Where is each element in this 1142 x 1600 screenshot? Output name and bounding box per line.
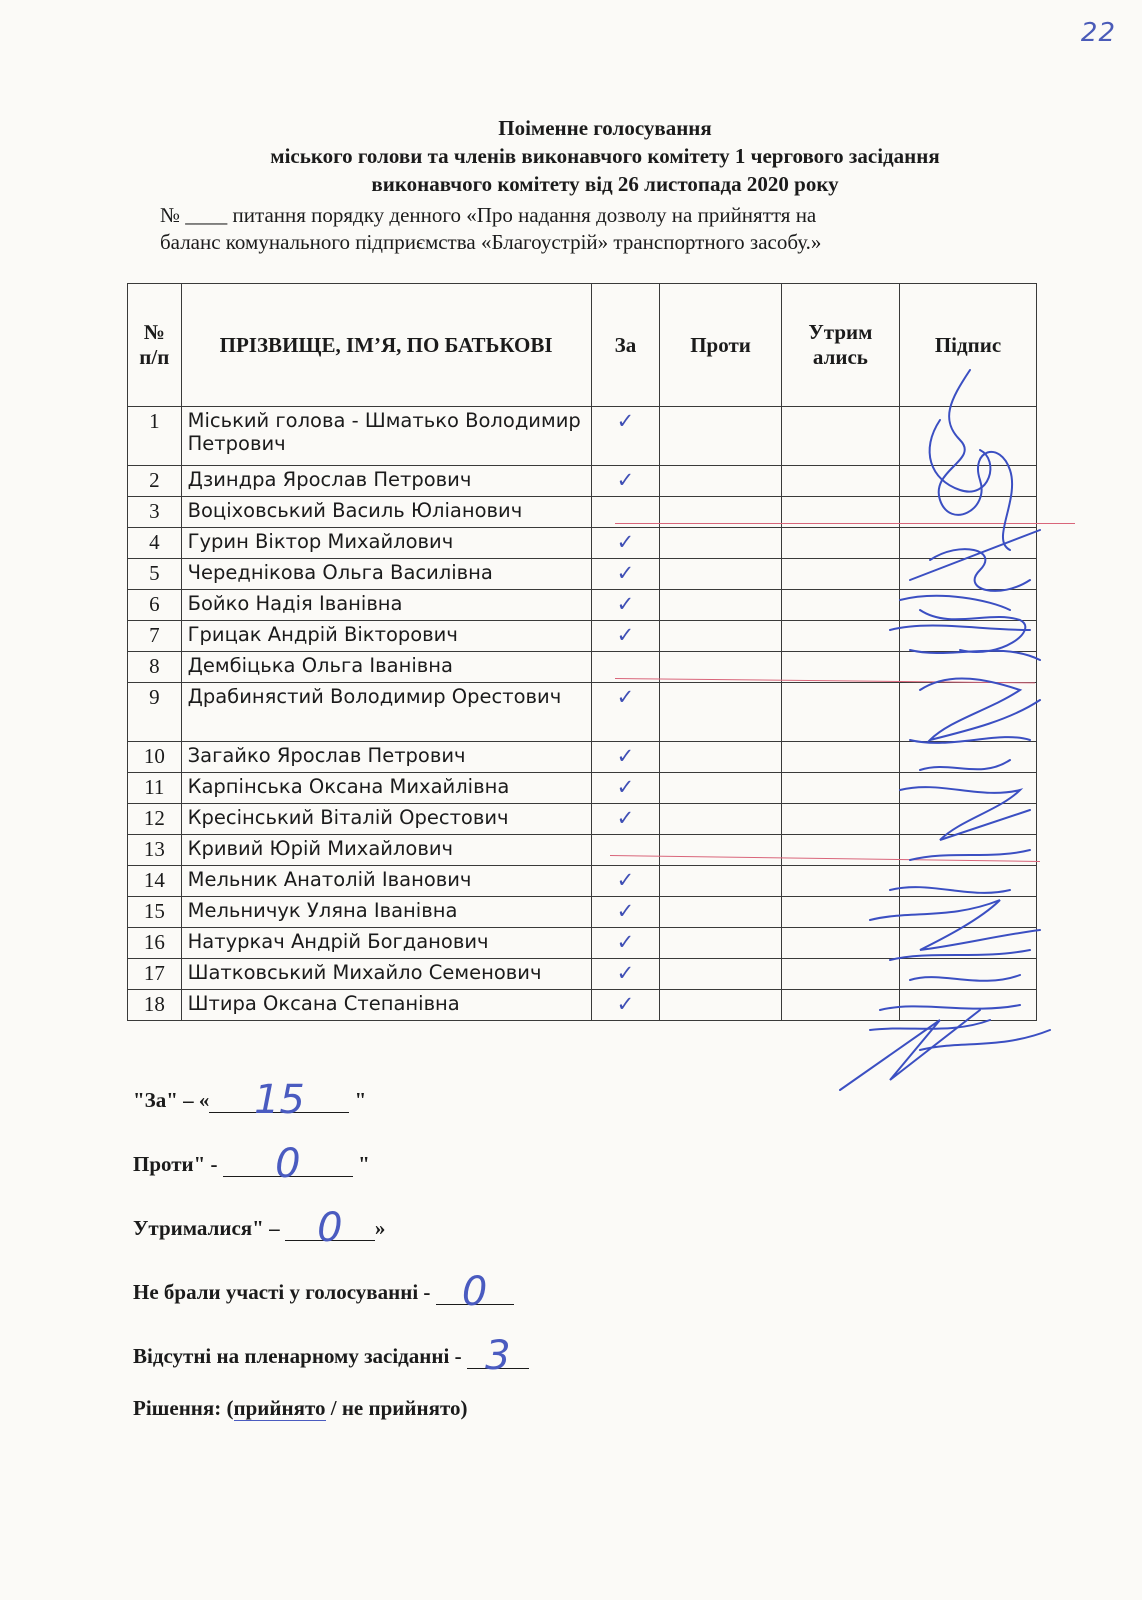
col-number-header: № п/п — [128, 284, 182, 407]
summary-nebraly-blank — [436, 1269, 514, 1315]
vote-za-check: ✓ — [591, 990, 660, 1021]
summary-nebraly-label: Не брали участі у голосуванні - — [133, 1280, 436, 1304]
vote-za-check: ✓ — [591, 928, 660, 959]
col-name-header: ПРІЗВИЩЕ, ІМ’Я, ПО БАТЬКОВІ — [181, 284, 591, 407]
vote-za-check: ✓ — [591, 407, 660, 466]
vote-proty-cell — [660, 683, 782, 742]
member-name: Дзиндра Ярослав Петрович — [181, 466, 591, 497]
col-utrym-header: Утрим ались — [781, 284, 899, 407]
vote-za-check — [591, 835, 660, 866]
summary-za-end: " — [349, 1088, 367, 1112]
row-number: 12 — [128, 804, 182, 835]
member-name: Мельник Анатолій Іванович — [181, 866, 591, 897]
summary-vidsutni-label: Відсутні на пленарному засіданні - — [133, 1344, 467, 1368]
vote-za-check: ✓ — [591, 528, 660, 559]
row-number: 1 — [128, 407, 182, 466]
member-name: Череднікова Ольга Василівна — [181, 559, 591, 590]
summary-vidsutni-blank — [467, 1333, 529, 1379]
vote-proty-cell — [660, 742, 782, 773]
vote-proty-cell — [660, 621, 782, 652]
subtitle-line-2: виконавчого комітету від 26 листопада 2020 року — [371, 172, 839, 196]
vote-za-check: ✓ — [591, 959, 660, 990]
vote-proty-cell — [660, 866, 782, 897]
summary-utrym-end: » — [374, 1216, 386, 1240]
member-name: Грицак Андрій Вікторович — [181, 621, 591, 652]
summary-proty-label: Проти" - — [133, 1152, 223, 1176]
vote-proty-cell — [660, 773, 782, 804]
summary-za-label: "За" – « — [133, 1088, 210, 1112]
row-number: 13 — [128, 835, 182, 866]
row-number: 18 — [128, 990, 182, 1021]
question-line-1: № ____ питання порядку денного «Про надання дозволу на прийняття на — [160, 203, 817, 227]
row-number: 15 — [128, 897, 182, 928]
member-name: Драбинястий Володимир Орестович — [181, 683, 591, 742]
summary-proty — [133, 1141, 370, 1187]
agenda-question — [160, 202, 1050, 256]
summary-utrym-value: 0 — [317, 1205, 343, 1251]
row-number: 14 — [128, 866, 182, 897]
row-number: 10 — [128, 742, 182, 773]
summary-utrym — [133, 1205, 386, 1251]
subtitle-line-1: міського голови та членів виконавчого комітету 1 чергового засідання — [270, 144, 940, 168]
vote-za-check: ✓ — [591, 683, 660, 742]
col-sign-header: Підпис — [899, 284, 1036, 407]
summary-proty-end: " — [352, 1152, 370, 1176]
vote-za-check: ✓ — [591, 742, 660, 773]
member-name: Кресінський Віталій Орестович — [181, 804, 591, 835]
member-name: Міський голова - Шматько Володимир Петрович — [181, 407, 591, 466]
rishennia-rest: / не прийнято) — [325, 1396, 468, 1420]
member-name: Карпінська Оксана Михайлівна — [181, 773, 591, 804]
vote-proty-cell — [660, 928, 782, 959]
row-number: 4 — [128, 528, 182, 559]
signatures-icon — [830, 360, 1080, 1100]
vote-za-check: ✓ — [591, 590, 660, 621]
vote-proty-cell — [660, 835, 782, 866]
summary-utrym-blank — [285, 1205, 375, 1251]
vote-proty-cell — [660, 466, 782, 497]
summary-rishennia — [133, 1396, 467, 1421]
summary-nebraly — [133, 1269, 514, 1315]
vote-proty-cell — [660, 590, 782, 621]
member-name: Воціховський Василь Юліанович — [181, 497, 591, 528]
vote-proty-cell — [660, 959, 782, 990]
vote-proty-cell — [660, 407, 782, 466]
row-number: 3 — [128, 497, 182, 528]
summary-vidsutni-value: 3 — [485, 1333, 511, 1379]
row-number: 5 — [128, 559, 182, 590]
vote-za-check: ✓ — [591, 897, 660, 928]
summary-vidsutni — [133, 1333, 529, 1379]
row-number: 17 — [128, 959, 182, 990]
member-name: Шатковський Михайло Семенович — [181, 959, 591, 990]
vote-proty-cell — [660, 559, 782, 590]
summary-proty-value: 0 — [275, 1141, 301, 1187]
summary-za-blank — [209, 1077, 349, 1123]
row-number: 16 — [128, 928, 182, 959]
vote-proty-cell — [660, 990, 782, 1021]
page-number: 22 — [1080, 18, 1116, 48]
col-za-header: За — [591, 284, 660, 407]
col-proty-header: Проти — [660, 284, 782, 407]
row-number: 7 — [128, 621, 182, 652]
summary-utrym-label: Утрималися" – — [133, 1216, 285, 1240]
member-name: Бойко Надія Іванівна — [181, 590, 591, 621]
vote-za-check: ✓ — [591, 559, 660, 590]
question-line-2: баланс комунального підприємства «Благоустрій» транспортного засобу.» — [160, 230, 822, 254]
summary-za-value: 15 — [253, 1077, 305, 1123]
rishennia-label: Рішення: ( — [133, 1396, 234, 1420]
vote-proty-cell — [660, 528, 782, 559]
row-number: 9 — [128, 683, 182, 742]
row-number: 6 — [128, 590, 182, 621]
member-name: Кривий Юрій Михайлович — [181, 835, 591, 866]
member-name: Дембіцька Ольга Іванівна — [181, 652, 591, 683]
member-name: Загайко Ярослав Петрович — [181, 742, 591, 773]
member-name: Мельничук Уляна Іванівна — [181, 897, 591, 928]
vote-za-check: ✓ — [591, 804, 660, 835]
summary-za — [133, 1077, 367, 1123]
vote-proty-cell — [660, 804, 782, 835]
vote-za-check: ✓ — [591, 773, 660, 804]
member-name: Гурин Віктор Михайлович — [181, 528, 591, 559]
summary-proty-blank — [223, 1141, 353, 1187]
member-name: Натуркач Андрій Богданович — [181, 928, 591, 959]
summary-nebraly-value: 0 — [461, 1269, 488, 1315]
vote-za-check: ✓ — [591, 621, 660, 652]
row-number: 2 — [128, 466, 182, 497]
vote-za-check: ✓ — [591, 466, 660, 497]
rishennia-accepted: прийнято — [233, 1396, 326, 1420]
row-number: 11 — [128, 773, 182, 804]
member-name: Штира Оксана Степанівна — [181, 990, 591, 1021]
vote-za-check: ✓ — [591, 866, 660, 897]
vote-proty-cell — [660, 897, 782, 928]
row-number: 8 — [128, 652, 182, 683]
title: Поіменне голосування — [498, 116, 712, 140]
